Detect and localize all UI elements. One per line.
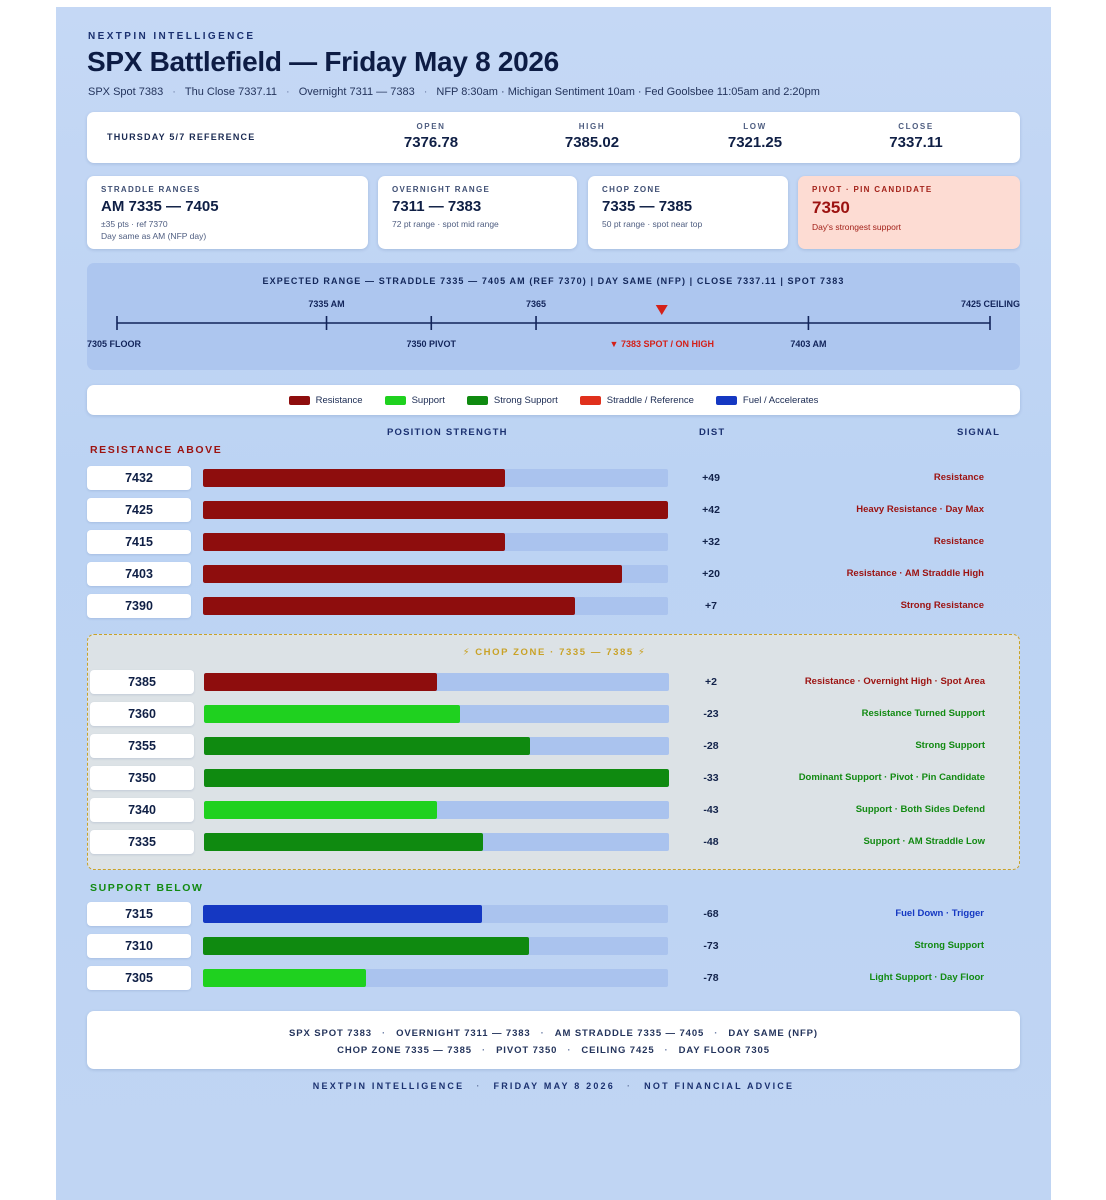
overnight-card: [378, 176, 577, 249]
range-tick-label: 7365: [526, 299, 547, 309]
subtitle-close: Thu Close 7337.11: [184, 86, 278, 98]
legend-swatch: [716, 396, 737, 405]
chop-card-detail: 50 pt range · spot near top: [602, 219, 703, 229]
legend-label: Strong Support: [493, 394, 558, 406]
strength-bar: [203, 469, 505, 487]
level-distance: -78: [703, 972, 719, 984]
reference-high-value: 7385.02: [564, 134, 620, 151]
level-signal: Strong Support: [914, 940, 984, 951]
expected-range-title: EXPECTED RANGE — STRADDLE 7335 — 7405 AM (REF 7370) | DAY SAME (NFP) | CLOSE 7337.11 | SPOT 7383: [262, 276, 845, 286]
strength-bar: [204, 801, 437, 819]
strength-track: [203, 565, 668, 583]
strength-bar: [203, 501, 668, 519]
level-signal: Resistance: [933, 536, 984, 547]
page-title: SPX Battlefield — Friday May 8 2026: [87, 46, 559, 77]
reference-open-label: OPEN: [416, 122, 446, 131]
strength-bar: [204, 769, 669, 787]
strength-track: [204, 769, 669, 787]
pivot-card-label: PIVOT · PIN CANDIDATE: [812, 185, 933, 194]
legend-swatch: [580, 396, 601, 405]
legend-label: Resistance: [315, 394, 363, 406]
strength-bar: [204, 737, 530, 755]
summary-spot: SPX SPOT 7383: [289, 1028, 372, 1039]
reference-close-value: 7337.11: [889, 134, 943, 151]
reference-card: [87, 112, 1020, 163]
strength-bar: [203, 905, 482, 923]
strength-track: [204, 833, 669, 851]
reference-high: [532, 122, 652, 151]
level-signal: Support · AM Straddle Low: [863, 836, 985, 847]
strength-track: [204, 705, 669, 723]
brand-label: NEXTPIN INTELLIGENCE: [88, 31, 256, 42]
summary-overnight: OVERNIGHT 7311 — 7383: [396, 1028, 531, 1039]
legend-label: Fuel / Accelerates: [742, 394, 819, 406]
summary-ceiling: CEILING 7425: [581, 1045, 655, 1056]
level-distance: -28: [703, 740, 719, 752]
strength-track: [203, 905, 668, 923]
strength-bar: [203, 597, 575, 615]
chop-card-value: 7335 — 7385: [602, 198, 693, 215]
column-signal-header: SIGNAL: [957, 427, 1001, 438]
level-signal: Fuel Down · Trigger: [895, 908, 984, 919]
level-row: [87, 562, 1001, 586]
summary-line-1: SPX SPOT 7383 · OVERNIGHT 7311 — 7383 · AM STRADDLE 7335 — 7405 · DAY SAME (NFP): [289, 1028, 818, 1039]
strength-track: [203, 501, 668, 519]
level-signal: Resistance Turned Support: [861, 708, 985, 719]
level-signal: Light Support · Day Floor: [869, 972, 984, 983]
range-tick-label: 7350 PIVOT: [406, 339, 457, 349]
level-price: 7315: [87, 902, 191, 926]
level-signal: Resistance · Overnight High · Spot Area: [804, 676, 985, 687]
level-row: [90, 734, 1001, 758]
legend-swatch: [385, 396, 406, 405]
strength-bar: [204, 705, 460, 723]
subtitle-overnight: Overnight 7311 — 7383: [298, 86, 415, 98]
level-row: [90, 766, 1001, 790]
level-row: [90, 830, 1001, 854]
subtitle-line: SPX Spot 7383 · Thu Close 7337.11 · Overnight 7311 — 7383 · NFP 8:30am · Michigan Sentiment 10am · Fed Goolsbee 11:05am and 2:20pm: [88, 86, 820, 98]
legend-item: [289, 395, 363, 406]
pivot-card: [798, 176, 1020, 249]
level-price: 7385: [90, 670, 194, 694]
level-row: [90, 798, 1001, 822]
level-signal: Resistance: [933, 472, 984, 483]
support-section-label: SUPPORT BELOW: [90, 882, 204, 894]
legend-swatch: [467, 396, 488, 405]
level-distance: -48: [703, 836, 719, 848]
credit-disclaimer: NOT FINANCIAL ADVICE: [644, 1081, 795, 1091]
level-price: 7305: [87, 966, 191, 990]
level-signal: Resistance · AM Straddle High: [846, 568, 984, 579]
legend-swatch: [289, 396, 310, 405]
reference-close-label: CLOSE: [898, 122, 934, 131]
level-row: [87, 466, 1001, 490]
level-distance: +49: [702, 472, 720, 484]
level-distance: -68: [703, 908, 719, 920]
reference-open: [371, 122, 491, 151]
level-price: 7415: [87, 530, 191, 554]
reference-open-value: 7376.78: [403, 134, 459, 151]
level-distance: +2: [705, 676, 717, 688]
level-signal: Support · Both Sides Defend: [855, 804, 985, 815]
level-price: 7432: [87, 466, 191, 490]
chop-card-label: CHOP ZONE: [602, 185, 662, 194]
level-price: 7390: [87, 594, 191, 618]
summary-pivot: PIVOT 7350: [496, 1045, 558, 1056]
level-distance: -73: [703, 940, 719, 952]
column-strength-header: POSITION STRENGTH: [387, 427, 508, 438]
level-row: [87, 530, 1001, 554]
reference-low-value: 7321.25: [727, 134, 783, 151]
legend-card: [87, 385, 1020, 415]
spot-marker-label: ▼ 7383 SPOT / ON HIGH: [609, 339, 714, 349]
strength-track: [204, 737, 669, 755]
column-dist-header: DIST: [699, 427, 726, 438]
straddle-card-detail-2: Day same as AM (NFP day): [101, 231, 207, 241]
reference-close: [856, 122, 976, 151]
level-price: 7350: [90, 766, 194, 790]
level-price: 7425: [87, 498, 191, 522]
level-distance: -23: [703, 708, 719, 720]
level-row: [87, 498, 1001, 522]
strength-track: [203, 937, 668, 955]
straddle-card-label: STRADDLE RANGES: [101, 185, 201, 194]
level-price: 7355: [90, 734, 194, 758]
strength-track: [203, 533, 668, 551]
level-distance: +32: [702, 536, 720, 548]
level-distance: -33: [703, 772, 719, 784]
level-row: [87, 966, 1001, 990]
summary-chop: CHOP ZONE 7335 — 7385: [337, 1045, 472, 1056]
level-price: 7335: [90, 830, 194, 854]
expected-range-axis: [87, 263, 1020, 370]
level-price: 7310: [87, 934, 191, 958]
reference-low-label: LOW: [743, 122, 767, 131]
summary-line-2: CHOP ZONE 7335 — 7385 · PIVOT 7350 · CEILING 7425 · DAY FLOOR 7305: [337, 1045, 770, 1056]
straddle-card: [87, 176, 368, 249]
legend-label: Support: [411, 394, 445, 406]
range-tick-label: 7335 AM: [308, 299, 345, 309]
range-tick-label: 7305 FLOOR: [87, 339, 142, 349]
summary-footer-card: [87, 1011, 1020, 1069]
range-tick-label: 7403 AM: [790, 339, 827, 349]
level-signal: Strong Support: [915, 740, 985, 751]
legend-item: [580, 395, 694, 406]
strength-bar: [203, 533, 505, 551]
strength-bar: [204, 673, 437, 691]
credit-date: FRIDAY MAY 8 2026: [493, 1081, 615, 1091]
strength-track: [203, 969, 668, 987]
strength-bar: [203, 969, 366, 987]
reference-label: THURSDAY 5/7 REFERENCE: [107, 132, 256, 142]
level-row: [87, 934, 1001, 958]
summary-floor: DAY FLOOR 7305: [678, 1045, 770, 1056]
strength-bar: [203, 937, 529, 955]
legend-item: [467, 395, 558, 406]
level-row: [87, 594, 1001, 618]
pivot-card-value: 7350: [812, 198, 850, 217]
strength-track: [203, 597, 668, 615]
level-signal: Strong Resistance: [900, 600, 984, 611]
strength-track: [204, 673, 669, 691]
strength-track: [203, 469, 668, 487]
overnight-card-value: 7311 — 7383: [392, 198, 482, 215]
level-distance: -43: [703, 804, 719, 816]
level-row: [87, 902, 1001, 926]
overnight-card-label: OVERNIGHT RANGE: [392, 185, 491, 194]
chop-zone-title: ⚡ CHOP ZONE · 7335 — 7385 ⚡: [462, 647, 647, 658]
level-row: [90, 670, 1001, 694]
credit-brand: NEXTPIN INTELLIGENCE: [312, 1081, 465, 1091]
pivot-card-detail: Day's strongest support: [812, 222, 902, 232]
level-price: 7340: [90, 798, 194, 822]
summary-day: DAY SAME (NFP): [728, 1028, 818, 1039]
legend-label: Straddle / Reference: [606, 394, 694, 406]
resistance-section-label: RESISTANCE ABOVE: [90, 444, 223, 456]
subtitle-spot: SPX Spot 7383: [88, 86, 164, 98]
chop-card: [588, 176, 788, 249]
legend: [87, 385, 1020, 415]
level-distance: +20: [702, 568, 720, 580]
level-row: [90, 702, 1001, 726]
battlefield-page: [56, 7, 1051, 1200]
straddle-card-detail: ±35 pts · ref 7370: [101, 219, 168, 229]
legend-item: [716, 395, 819, 406]
spot-marker-icon: [656, 305, 668, 315]
strength-bar: [204, 833, 483, 851]
bottom-credits: NEXTPIN INTELLIGENCE · FRIDAY MAY 8 2026 · NOT FINANCIAL ADVICE: [312, 1081, 795, 1091]
range-tick-label: 7425 CEILING: [960, 299, 1020, 309]
legend-item: [385, 395, 445, 406]
level-price: 7360: [90, 702, 194, 726]
straddle-card-value: AM 7335 — 7405: [101, 198, 219, 215]
level-signal: Dominant Support · Pivot · Pin Candidate: [798, 772, 985, 783]
overnight-card-detail: 72 pt range · spot mid range: [392, 219, 499, 229]
reference-high-label: HIGH: [578, 122, 606, 131]
summary-straddle: AM STRADDLE 7335 — 7405: [554, 1028, 705, 1039]
strength-bar: [203, 565, 622, 583]
expected-range-panel: [87, 263, 1020, 370]
reference-low: [695, 122, 815, 151]
strength-track: [204, 801, 669, 819]
level-signal: Heavy Resistance · Day Max: [856, 504, 984, 515]
level-distance: +7: [705, 600, 717, 612]
level-price: 7403: [87, 562, 191, 586]
subtitle-events: NFP 8:30am · Michigan Sentiment 10am · Fed Goolsbee 11:05am and 2:20pm: [436, 86, 820, 98]
level-distance: +42: [702, 504, 720, 516]
